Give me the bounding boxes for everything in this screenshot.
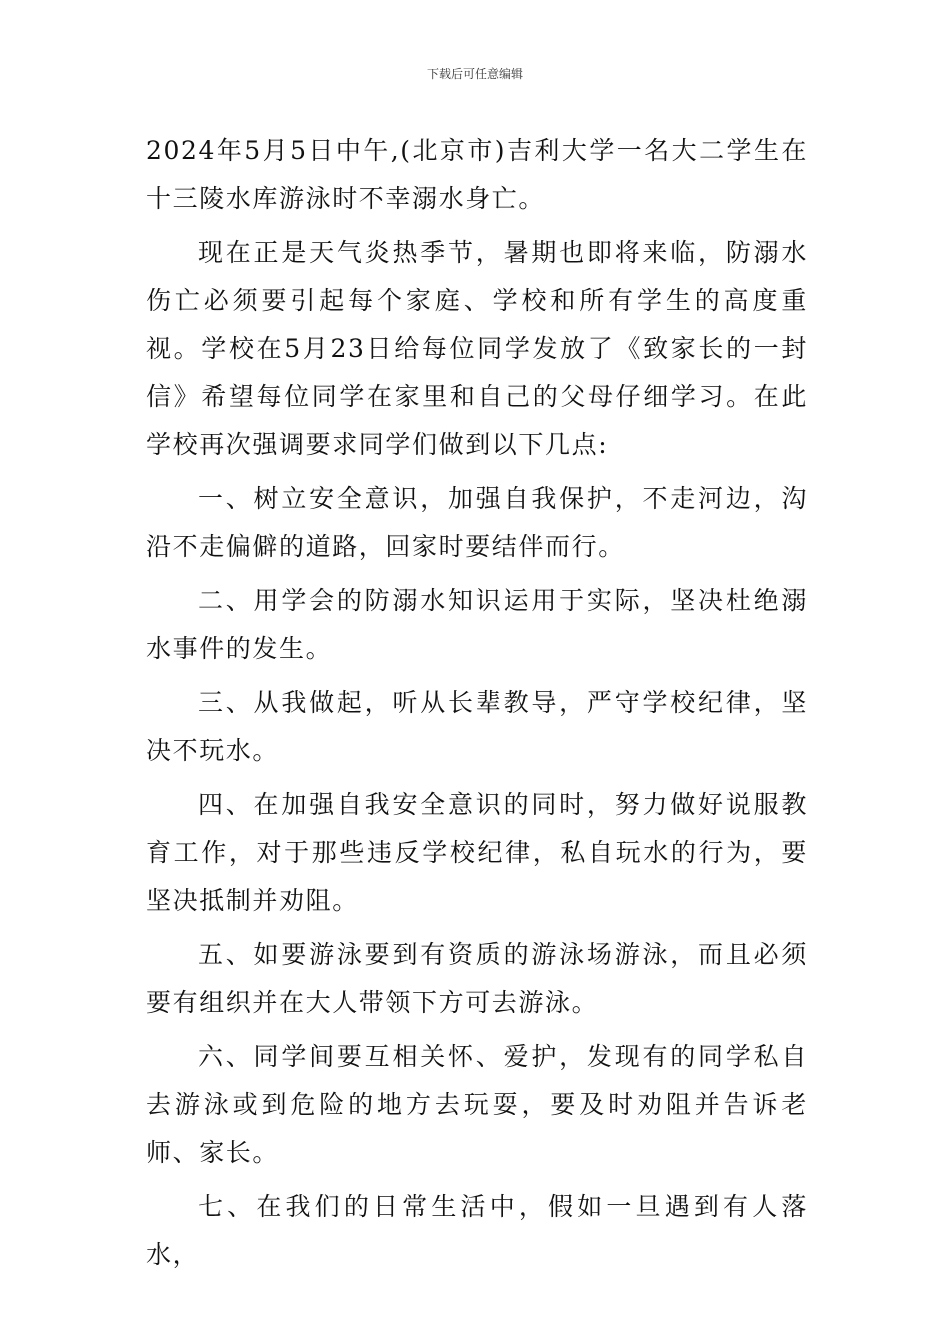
paragraph-item-5: 五、如要游泳要到有资质的游泳场游泳，而且必须要有组织并在大人带领下方可去游泳。 <box>146 940 808 1017</box>
paragraph-item-6: 六、同学间要互相关怀、爱护，发现有的同学私自去游泳或到危险的地方去玩耍，要及时劝阻并告诉老师、家长。 <box>146 1042 808 1167</box>
paragraph-item-1: 一、树立安全意识，加强自我保护，不走河边，沟沿不走偏僻的道路，回家时要结伴而行。 <box>146 484 808 561</box>
paragraph-item-3: 三、从我做起，听从长辈教导，严守学校纪律，坚决不玩水。 <box>146 688 808 765</box>
page-header-note: 下载后可任意编辑 <box>426 67 523 81</box>
paragraph-item-7: 七、在我们的日常生活中，假如一旦遇到有人落水， <box>146 1192 808 1269</box>
document-body <box>146 127 808 1279</box>
paragraph-item-2: 二、用学会的防溺水知识运用于实际，坚决杜绝溺水事件的发生。 <box>146 586 808 663</box>
paragraph-item-4: 四、在加强自我安全意识的同时，努力做好说服教育工作，对于那些违反学校纪律，私自玩水的行为，要坚决抵制并劝阻。 <box>146 790 808 915</box>
paragraph-incident: 2024年5月5日中午,(北京市)吉利大学一名大二学生在十三陵水库游泳时不幸溺水身亡。 <box>146 136 808 213</box>
paragraph-intro: 现在正是天气炎热季节，暑期也即将来临，防溺水伤亡必须要引起每个家庭、学校和所有学生的高度重视。学校在5月23日给每位同学发放了《致家长的一封信》希望每位同学在家里和自己的父母仔细学习。在此学校再次强调要求同学们做到以下几点: <box>146 238 808 459</box>
